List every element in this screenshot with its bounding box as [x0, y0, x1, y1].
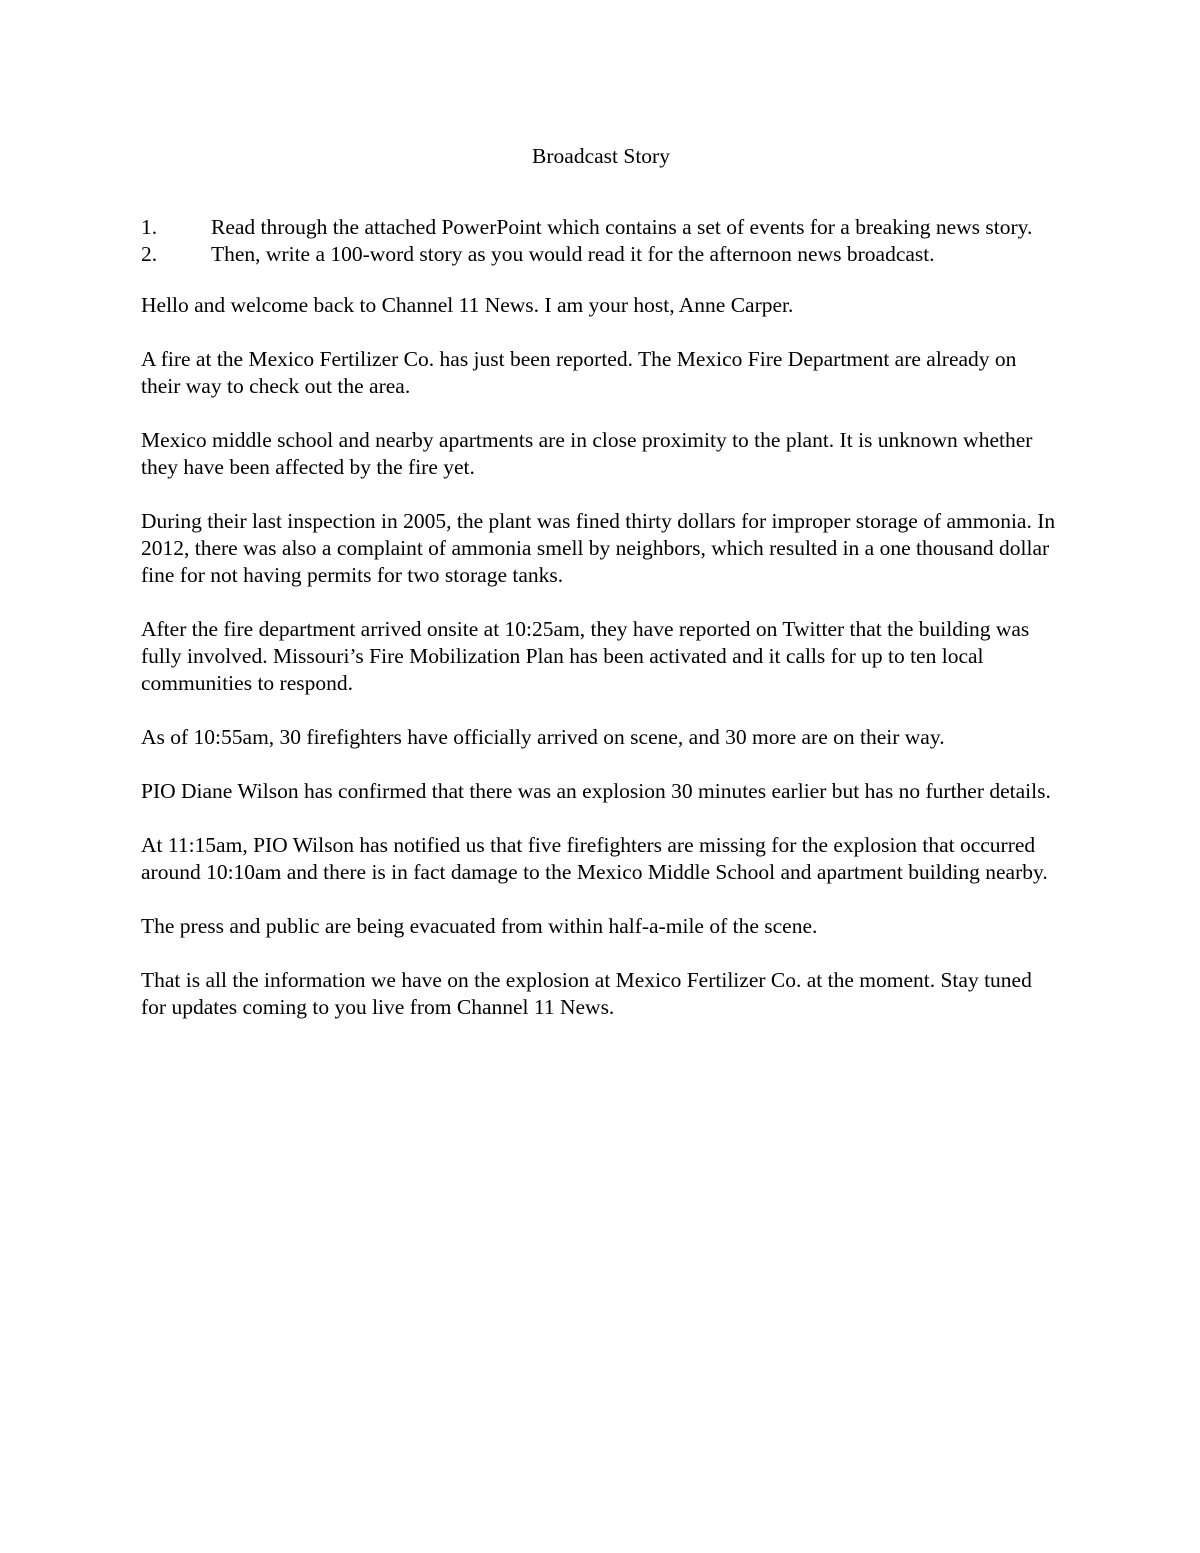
paragraph-fire-department-arrival: After the fire department arrived onsite at 10:25am, they have reported on Twitter that the building was fully involved. Missouri’s Fire Mobilization Plan has been activated and it calls for up to ten local communities to respond. — [141, 617, 1030, 695]
instruction-text: Read through the attached PowerPoint which contains a set of events for a breaking news story. — [211, 215, 1033, 239]
instruction-text: Then, write a 100-word story as you would read it for the afternoon news broadcast. — [211, 242, 935, 266]
instruction-item — [141, 241, 1061, 268]
paragraph-sign-off: That is all the information we have on the explosion at Mexico Fertilizer Co. at the moment. Stay tuned for updates coming to you live from Channel 11 News. — [141, 968, 1032, 1019]
instructions-list — [141, 214, 1061, 268]
instruction-number: 2. — [141, 242, 158, 266]
paragraph-intro: Hello and welcome back to Channel 11 News. I am your host, Anne Carper. — [141, 293, 794, 317]
document-title: Broadcast Story — [532, 144, 670, 168]
paragraph-inspection-history: During their last inspection in 2005, the plant was fined thirty dollars for improper storage of ammonia. In 2012, there was also a complaint of ammonia smell by neighbors, which resulted in a one thousand dollar fine for not having permits for two storage tanks. — [141, 509, 1056, 587]
paragraph-pio-confirmation: PIO Diane Wilson has confirmed that there was an explosion 30 minutes earlier but has no further details. — [141, 779, 1051, 803]
instruction-number: 1. — [141, 215, 158, 239]
paragraph-proximity: Mexico middle school and nearby apartments are in close proximity to the plant. It is unknown whether they have been affected by the fire yet. — [141, 428, 1033, 479]
paragraph-evacuation: The press and public are being evacuated from within half-a-mile of the scene. — [141, 914, 818, 938]
paragraph-fire-reported: A fire at the Mexico Fertilizer Co. has just been reported. The Mexico Fire Department are already on their way to check out the area. — [141, 347, 1017, 398]
document-body — [141, 140, 1061, 1048]
paragraph-firefighters-count: As of 10:55am, 30 firefighters have officially arrived on scene, and 30 more are on their way. — [141, 725, 945, 749]
paragraph-missing-firefighters: At 11:15am, PIO Wilson has notified us that five firefighters are missing for the explosion that occurred around 10:10am and there is in fact damage to the Mexico Middle School and apartment building nearby. — [141, 833, 1048, 884]
instruction-item — [141, 214, 1061, 241]
